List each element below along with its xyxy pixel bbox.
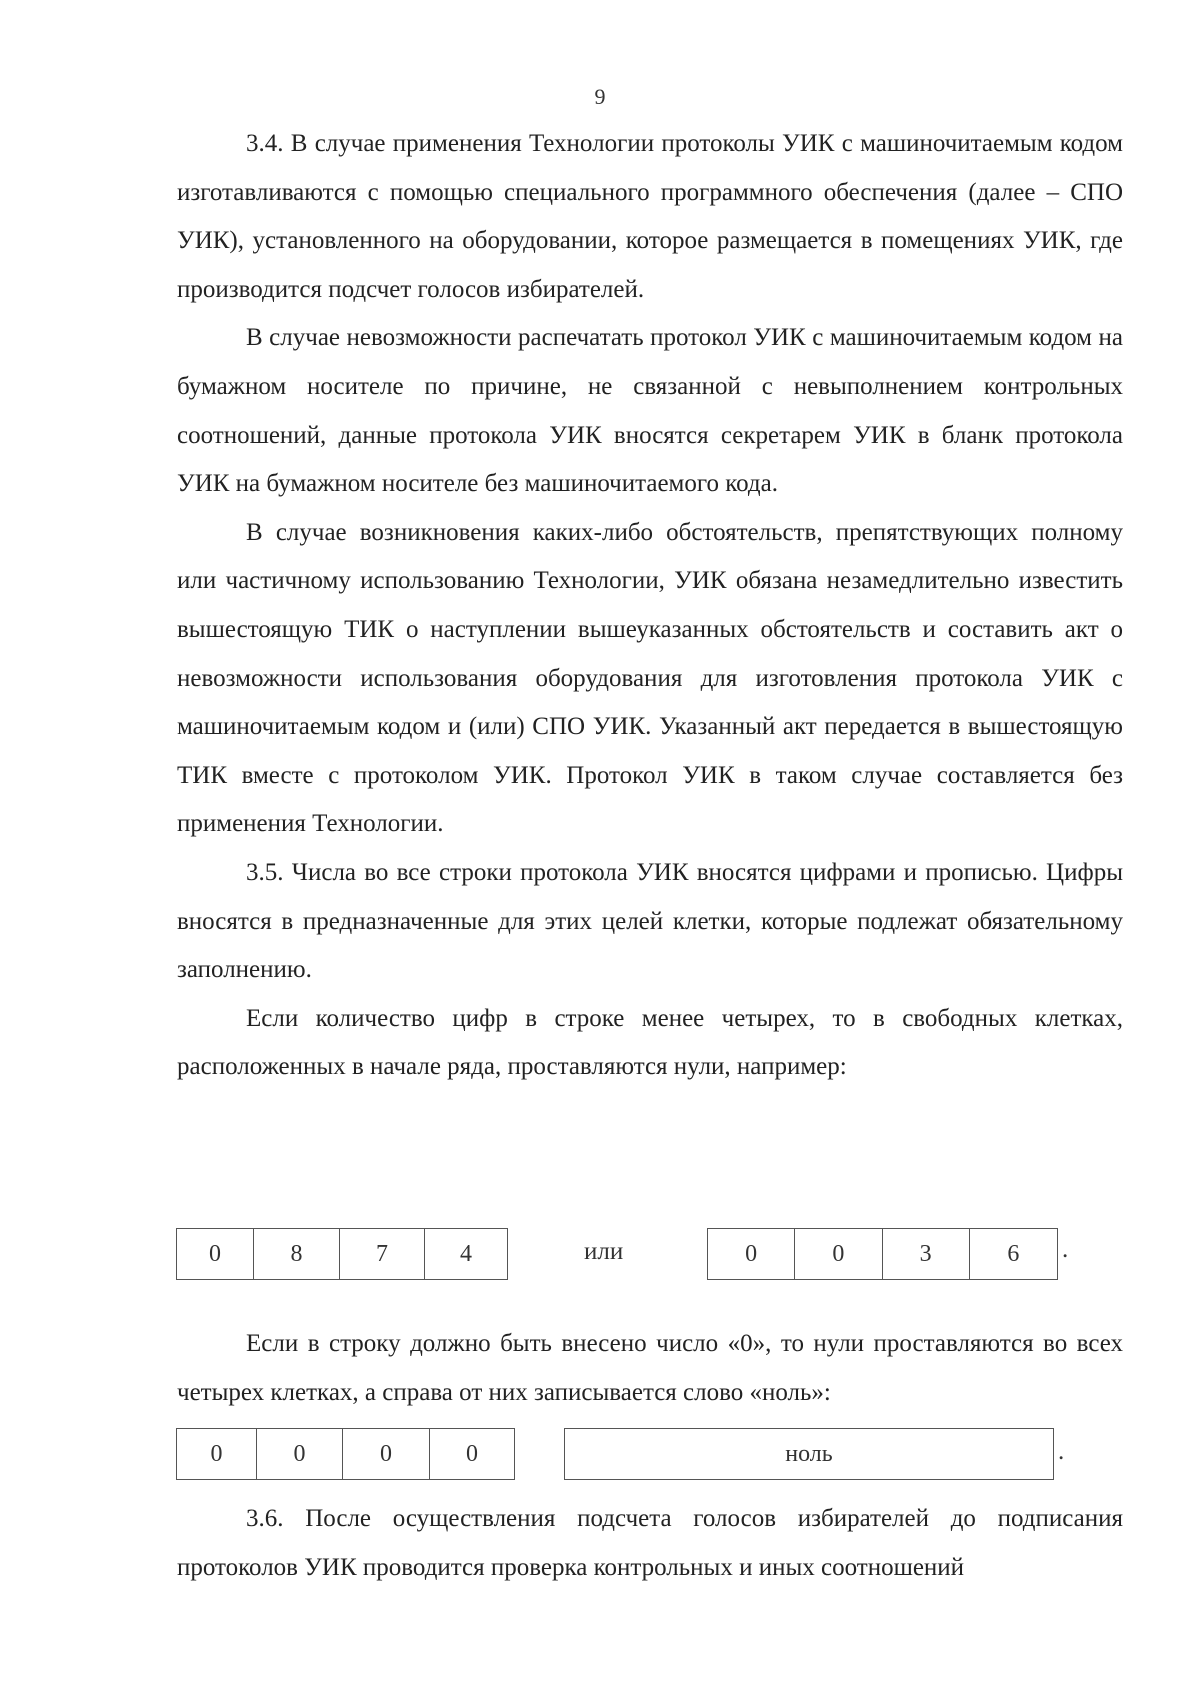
digit-cell: 8 xyxy=(254,1229,340,1279)
digit-cell: 3 xyxy=(883,1229,970,1279)
digit-cells-example-b xyxy=(707,1228,1058,1280)
digit-cells-zero-example xyxy=(176,1428,515,1480)
digit-cell: 0 xyxy=(257,1429,343,1479)
digit-cell: 6 xyxy=(1007,1240,1020,1267)
paragraph-3-4: 3.4. В случае применения Технологии протоколы УИК с машиночитаемым кодом изготавливаются с помощью специального программного обеспечения (далее – СПО УИК), установленного на оборудовании, которое размещается в помещениях УИК, где производится подсчет голосов избирателей. xyxy=(177,130,1123,303)
paragraph-3-6: 3.6. После осуществления подсчета голосов избирателей до подписания протоколов УИК проводится проверка контрольных и иных соотношений xyxy=(177,1505,1123,1581)
digit-cells-example-a xyxy=(176,1228,508,1280)
paragraph-leading-zeros: Если количество цифр в строке менее четырех, то в свободных клетках, расположенных в начале ряда, проставляются нули, например: xyxy=(177,1004,1123,1081)
page-number: 9 xyxy=(594,84,606,109)
paragraph-print-failure: В случае невозможности распечатать протокол УИК с машиночитаемым кодом на бумажном носителе по причине, не связанной с невыполнением контрольных соотношений, данные протокола УИК вносятся секретарем УИК в бланк протокола УИК на бумажном носителе без машиночитаемого кода. xyxy=(177,324,1123,498)
digit-cell: 0 xyxy=(466,1440,478,1467)
connector-or: или xyxy=(584,1238,624,1265)
text-block-3-6 xyxy=(177,1495,1123,1592)
end-mark: . xyxy=(1058,1438,1065,1465)
digit-cell: 0 xyxy=(177,1229,254,1279)
paragraph-3-5: 3.5. Числа во все строки протокола УИК вносятся цифрами и прописью. Цифры вносятся в предназначенные для этих целей клетки, которые подлежат обязательному заполнению. xyxy=(177,858,1123,984)
digit-cell: 0 xyxy=(708,1229,795,1279)
digit-cell: 7 xyxy=(340,1229,425,1279)
word-box-zero: ноль xyxy=(564,1428,1054,1480)
digit-cell: 0 xyxy=(795,1229,882,1279)
text-block-main xyxy=(177,120,1123,1092)
digit-cell: 0 xyxy=(177,1429,257,1479)
digit-cell: 0 xyxy=(343,1429,430,1479)
text-block-zero xyxy=(177,1320,1123,1417)
paragraph-circumstances: В случае возникновения каких-либо обстоятельств, препятствующих полному или частичному использованию Технологии, УИК обязана незамедлительно известить вышестоящую ТИК о наступлении вышеуказанных обстоятельств и составить акт о невозможности использования оборудования для изготовления протокола УИК с машиночитаемым кодом и (или) СПО УИК. Указанный акт передается в вышестоящую ТИК вместе с протоколом УИК. Протокол УИК в таком случае составляется без применения Технологии. xyxy=(177,518,1123,838)
digit-cell: 4 xyxy=(460,1240,472,1267)
paragraph-zero-rule: Если в строку должно быть внесено число «0», то нули проставляются во всех четырех клетках, а справа от них записывается слово «ноль»: xyxy=(177,1330,1123,1406)
end-mark: . xyxy=(1062,1236,1069,1263)
